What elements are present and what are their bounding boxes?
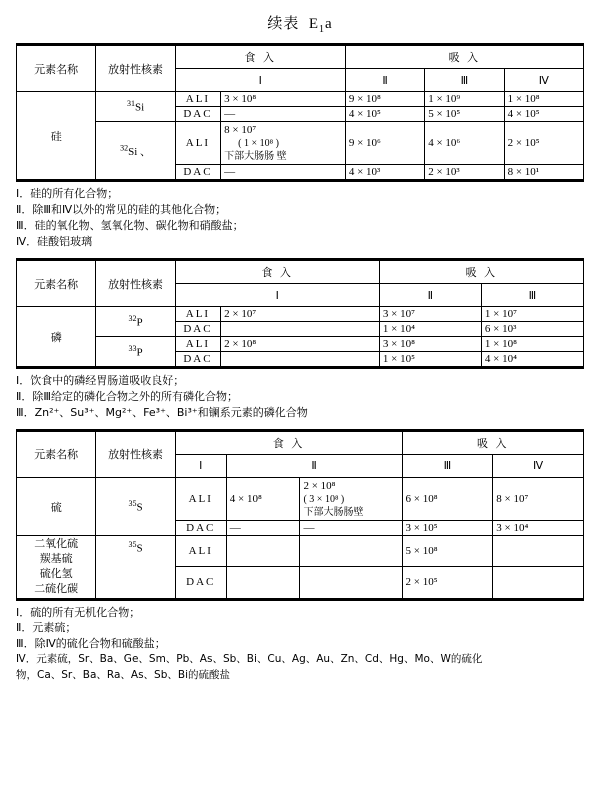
page-title-code: E bbox=[308, 16, 319, 32]
table-row bbox=[17, 337, 584, 352]
cell-inhalation-III: 2 × 10⁵ bbox=[402, 567, 493, 598]
cell-inhalation-II: 9 × 10⁶ bbox=[345, 122, 424, 165]
cell-inhalation-III: 1 × 10⁹ bbox=[425, 92, 504, 107]
cell-nuclide bbox=[96, 92, 175, 122]
notes-silicon bbox=[16, 186, 584, 250]
header-ingestion: 食 入 bbox=[175, 431, 402, 454]
element-name-line: 硫化氢 bbox=[39, 566, 73, 580]
nuclide-mass: 35 bbox=[128, 540, 137, 550]
header-inhalation: 吸 入 bbox=[379, 261, 583, 284]
value-primary: 2 × 10⁸ bbox=[303, 479, 336, 492]
cell-inhalation-IV: 4 × 10⁵ bbox=[504, 107, 583, 122]
cell-quantity-type: DAC bbox=[175, 322, 220, 337]
table-row bbox=[17, 477, 584, 520]
header-inhalation: 吸 入 bbox=[345, 46, 583, 69]
cell-inhalation-IV: 3 × 10⁴ bbox=[493, 521, 584, 536]
cell-inhalation-III: 3 × 10⁵ bbox=[402, 521, 493, 536]
note-item: Ⅱ．元素硫； bbox=[16, 621, 77, 635]
nuclide-mass: 32 bbox=[128, 314, 137, 324]
note-item: 物，Ca、Sr、Ba、Ra、As、Sb、Bi的硫酸盐 bbox=[16, 668, 230, 681]
cell-ingestion-II bbox=[300, 536, 402, 567]
cell-inhalation-II: 1 × 10⁴ bbox=[379, 322, 481, 337]
cell-inhalation-III: 6 × 10⁸ bbox=[402, 477, 493, 520]
cell-ingestion-I bbox=[226, 536, 300, 567]
cell-inhalation-IV bbox=[493, 536, 584, 567]
cell-ingestion-I: — bbox=[221, 165, 346, 180]
cell-ingestion-II bbox=[300, 567, 402, 598]
cell-quantity-type: ALI bbox=[175, 92, 220, 107]
header-col-I: Ⅰ bbox=[175, 454, 226, 477]
element-name-line: 羰基硫 bbox=[39, 552, 73, 565]
nuclide-mass: 31 bbox=[126, 99, 135, 109]
nuclide-mass: 32 bbox=[120, 142, 129, 152]
cell-nuclide bbox=[96, 337, 175, 367]
notes-sulfur bbox=[16, 605, 584, 683]
cell-inhalation-III: 4 × 10⁴ bbox=[481, 352, 583, 367]
note-item: Ⅱ．除Ⅲ和Ⅳ以外的常见的硅的其他化合物； bbox=[16, 203, 227, 217]
cell-nuclide bbox=[96, 477, 175, 535]
cell-nuclide: $^{32}$Si 、 bbox=[96, 122, 175, 180]
cell-nuclide bbox=[96, 307, 175, 337]
table-row bbox=[17, 307, 584, 322]
cell-ingestion-I: 2 × 10⁷ bbox=[221, 307, 380, 322]
note-item: Ⅲ．除Ⅳ的硫化合物和硫酸盐； bbox=[16, 637, 166, 651]
cell-inhalation-IV: 8 × 10¹ bbox=[504, 165, 583, 180]
header-element: 元素名称 bbox=[17, 261, 96, 307]
page-title-sub: 1 bbox=[319, 24, 325, 35]
note-item: Ⅰ．硫的所有无机化合物； bbox=[16, 605, 141, 619]
note-item: Ⅳ．元素硫，Sr、Ba、Ge、Sm、Pb、As、Sb、Bi、Cu、Ag、Au、Zn、Cd、Hg、Mo、W的硫化 bbox=[16, 653, 483, 666]
cell-ingestion-I: — bbox=[221, 107, 346, 122]
cell-quantity-type: ALI bbox=[175, 307, 220, 322]
cell-inhalation-III: 5 × 10⁵ bbox=[425, 107, 504, 122]
value-parenthetical: ( 1 × 10⁸ ) bbox=[238, 138, 279, 150]
cell-inhalation-IV: 8 × 10⁷ bbox=[493, 477, 584, 520]
cell-inhalation-III: 1 × 10⁷ bbox=[481, 307, 583, 322]
table-sulfur-wrapper bbox=[16, 429, 584, 601]
page-title-text: 续表 bbox=[267, 14, 300, 32]
header-col-II: Ⅱ bbox=[345, 69, 424, 92]
cell-ingestion-I bbox=[221, 352, 380, 367]
table-silicon-wrapper bbox=[16, 43, 584, 182]
cell-element-name-group bbox=[17, 536, 96, 598]
cell-inhalation-II: 3 × 10⁷ bbox=[379, 307, 481, 322]
nuclide-symbol: S bbox=[136, 501, 143, 514]
cell-inhalation-III: 2 × 10³ bbox=[425, 165, 504, 180]
nuclide-symbol: P bbox=[136, 346, 143, 359]
notes-phosphorus bbox=[16, 373, 584, 421]
cell-quantity-type: DAC bbox=[175, 352, 220, 367]
cell-ingestion-I bbox=[226, 567, 300, 598]
cell-quantity-type: ALI bbox=[175, 122, 220, 165]
table-phosphorus-wrapper bbox=[16, 258, 584, 369]
element-name-line: 二硫化碳 bbox=[34, 581, 79, 595]
header-inhalation: 吸 入 bbox=[402, 431, 583, 454]
header-element: 元素名称 bbox=[17, 431, 96, 477]
table-row-header bbox=[17, 46, 584, 69]
header-col-IV: Ⅳ bbox=[493, 454, 584, 477]
cell-inhalation-IV: 2 × 10⁵ bbox=[504, 122, 583, 165]
cell-quantity-type: ALI bbox=[175, 536, 226, 567]
cell-inhalation-III: 5 × 10⁸ bbox=[402, 536, 493, 567]
nuclide-symbol: P bbox=[136, 316, 143, 329]
cell-quantity-type: DAC bbox=[175, 567, 226, 598]
table-row bbox=[17, 536, 584, 567]
note-item: Ⅲ．Zn²⁺、Su³⁺、Mg²⁺、Fe³⁺、Bi³⁺和镧系元素的磷化合物 bbox=[16, 405, 308, 419]
nuclide-mass: 35 bbox=[128, 499, 137, 509]
nuclide-symbol: S bbox=[136, 542, 143, 555]
header-element: 元素名称 bbox=[17, 46, 96, 92]
table-row bbox=[17, 122, 584, 165]
cell-ingestion-I: 4 × 10⁸ bbox=[226, 477, 300, 520]
nuclide-mass: 33 bbox=[128, 344, 137, 354]
cell-inhalation-II: 1 × 10⁵ bbox=[379, 352, 481, 367]
cell-ingestion-I: 2 × 10⁸ bbox=[221, 337, 380, 352]
header-ingestion: 食 入 bbox=[175, 261, 379, 284]
nuclide-symbol: Si bbox=[134, 101, 145, 114]
cell-inhalation-III: 4 × 10⁶ bbox=[425, 122, 504, 165]
header-nuclide: 放射性核素 bbox=[96, 46, 175, 92]
note-item: Ⅳ．硅酸铝玻璃 bbox=[16, 235, 93, 249]
table-row bbox=[17, 92, 584, 107]
cell-nuclide bbox=[96, 536, 175, 598]
header-col-III: Ⅲ bbox=[402, 454, 493, 477]
cell-inhalation-IV: 1 × 10⁸ bbox=[504, 92, 583, 107]
table-phosphorus bbox=[16, 260, 584, 367]
cell-inhalation-II: 4 × 10³ bbox=[345, 165, 424, 180]
cell-element-name: 硫 bbox=[17, 477, 96, 535]
cell-ingestion-I: 3 × 10⁸ bbox=[221, 92, 346, 107]
cell-element-name: 磷 bbox=[17, 307, 96, 367]
header-col-I: Ⅰ bbox=[175, 69, 345, 92]
table-sulfur bbox=[16, 431, 584, 599]
table-row-header bbox=[17, 261, 584, 284]
header-col-III: Ⅲ bbox=[481, 284, 583, 307]
value-primary: 8 × 10⁷ bbox=[224, 124, 257, 136]
header-nuclide: 放射性核素 bbox=[96, 431, 175, 477]
header-ingestion: 食 入 bbox=[175, 46, 345, 69]
cell-quantity-type: ALI bbox=[175, 477, 226, 520]
cell-inhalation-III: 1 × 10⁸ bbox=[481, 337, 583, 352]
page-title bbox=[16, 12, 584, 35]
cell-ingestion-I bbox=[221, 122, 346, 165]
header-col-III: Ⅲ bbox=[425, 69, 504, 92]
value-parenthetical: ( 3 × 10⁸ ) bbox=[303, 494, 345, 506]
cell-element-name: 硅 bbox=[17, 92, 96, 180]
element-name-line: 二氧化硫 bbox=[34, 537, 79, 551]
cell-quantity-type: DAC bbox=[175, 165, 220, 180]
header-nuclide: 放射性核素 bbox=[96, 261, 175, 307]
table-row-header bbox=[17, 431, 584, 454]
cell-ingestion-I: — bbox=[226, 521, 300, 536]
note-item: Ⅱ．除Ⅲ给定的磷化合物之外的所有磷化合物； bbox=[16, 389, 238, 403]
page-title-suffix: a bbox=[325, 16, 333, 32]
value-organ-note: 下部大肠肠壁 bbox=[303, 507, 364, 519]
note-item: Ⅰ．饮食中的磷经胃肠道吸收良好； bbox=[16, 374, 185, 388]
cell-inhalation-II: 4 × 10⁵ bbox=[345, 107, 424, 122]
nuclide-symbol: Si bbox=[128, 145, 138, 158]
cell-inhalation-IV bbox=[493, 567, 584, 598]
cell-ingestion-II: — bbox=[300, 521, 402, 536]
note-item: Ⅰ．硅的所有化合物； bbox=[16, 187, 119, 201]
header-col-IV: Ⅳ bbox=[504, 69, 583, 92]
table-silicon bbox=[16, 45, 584, 180]
header-col-II: Ⅱ bbox=[226, 454, 402, 477]
cell-quantity-type: DAC bbox=[175, 107, 220, 122]
header-col-II: Ⅱ bbox=[379, 284, 481, 307]
cell-inhalation-II: 9 × 10⁸ bbox=[345, 92, 424, 107]
cell-quantity-type: ALI bbox=[175, 337, 220, 352]
cell-ingestion-I bbox=[221, 322, 380, 337]
header-col-I: Ⅰ bbox=[175, 284, 379, 307]
cell-inhalation-III: 6 × 10³ bbox=[481, 322, 583, 337]
cell-inhalation-II: 3 × 10⁸ bbox=[379, 337, 481, 352]
value-organ-note: 下部大肠肠 壁 bbox=[224, 151, 287, 163]
cell-quantity-type: DAC bbox=[175, 521, 226, 536]
note-item: Ⅲ．硅的氧化物、氢氧化物、碳化物和硝酸盐； bbox=[16, 219, 244, 233]
cell-ingestion-II bbox=[300, 477, 402, 520]
